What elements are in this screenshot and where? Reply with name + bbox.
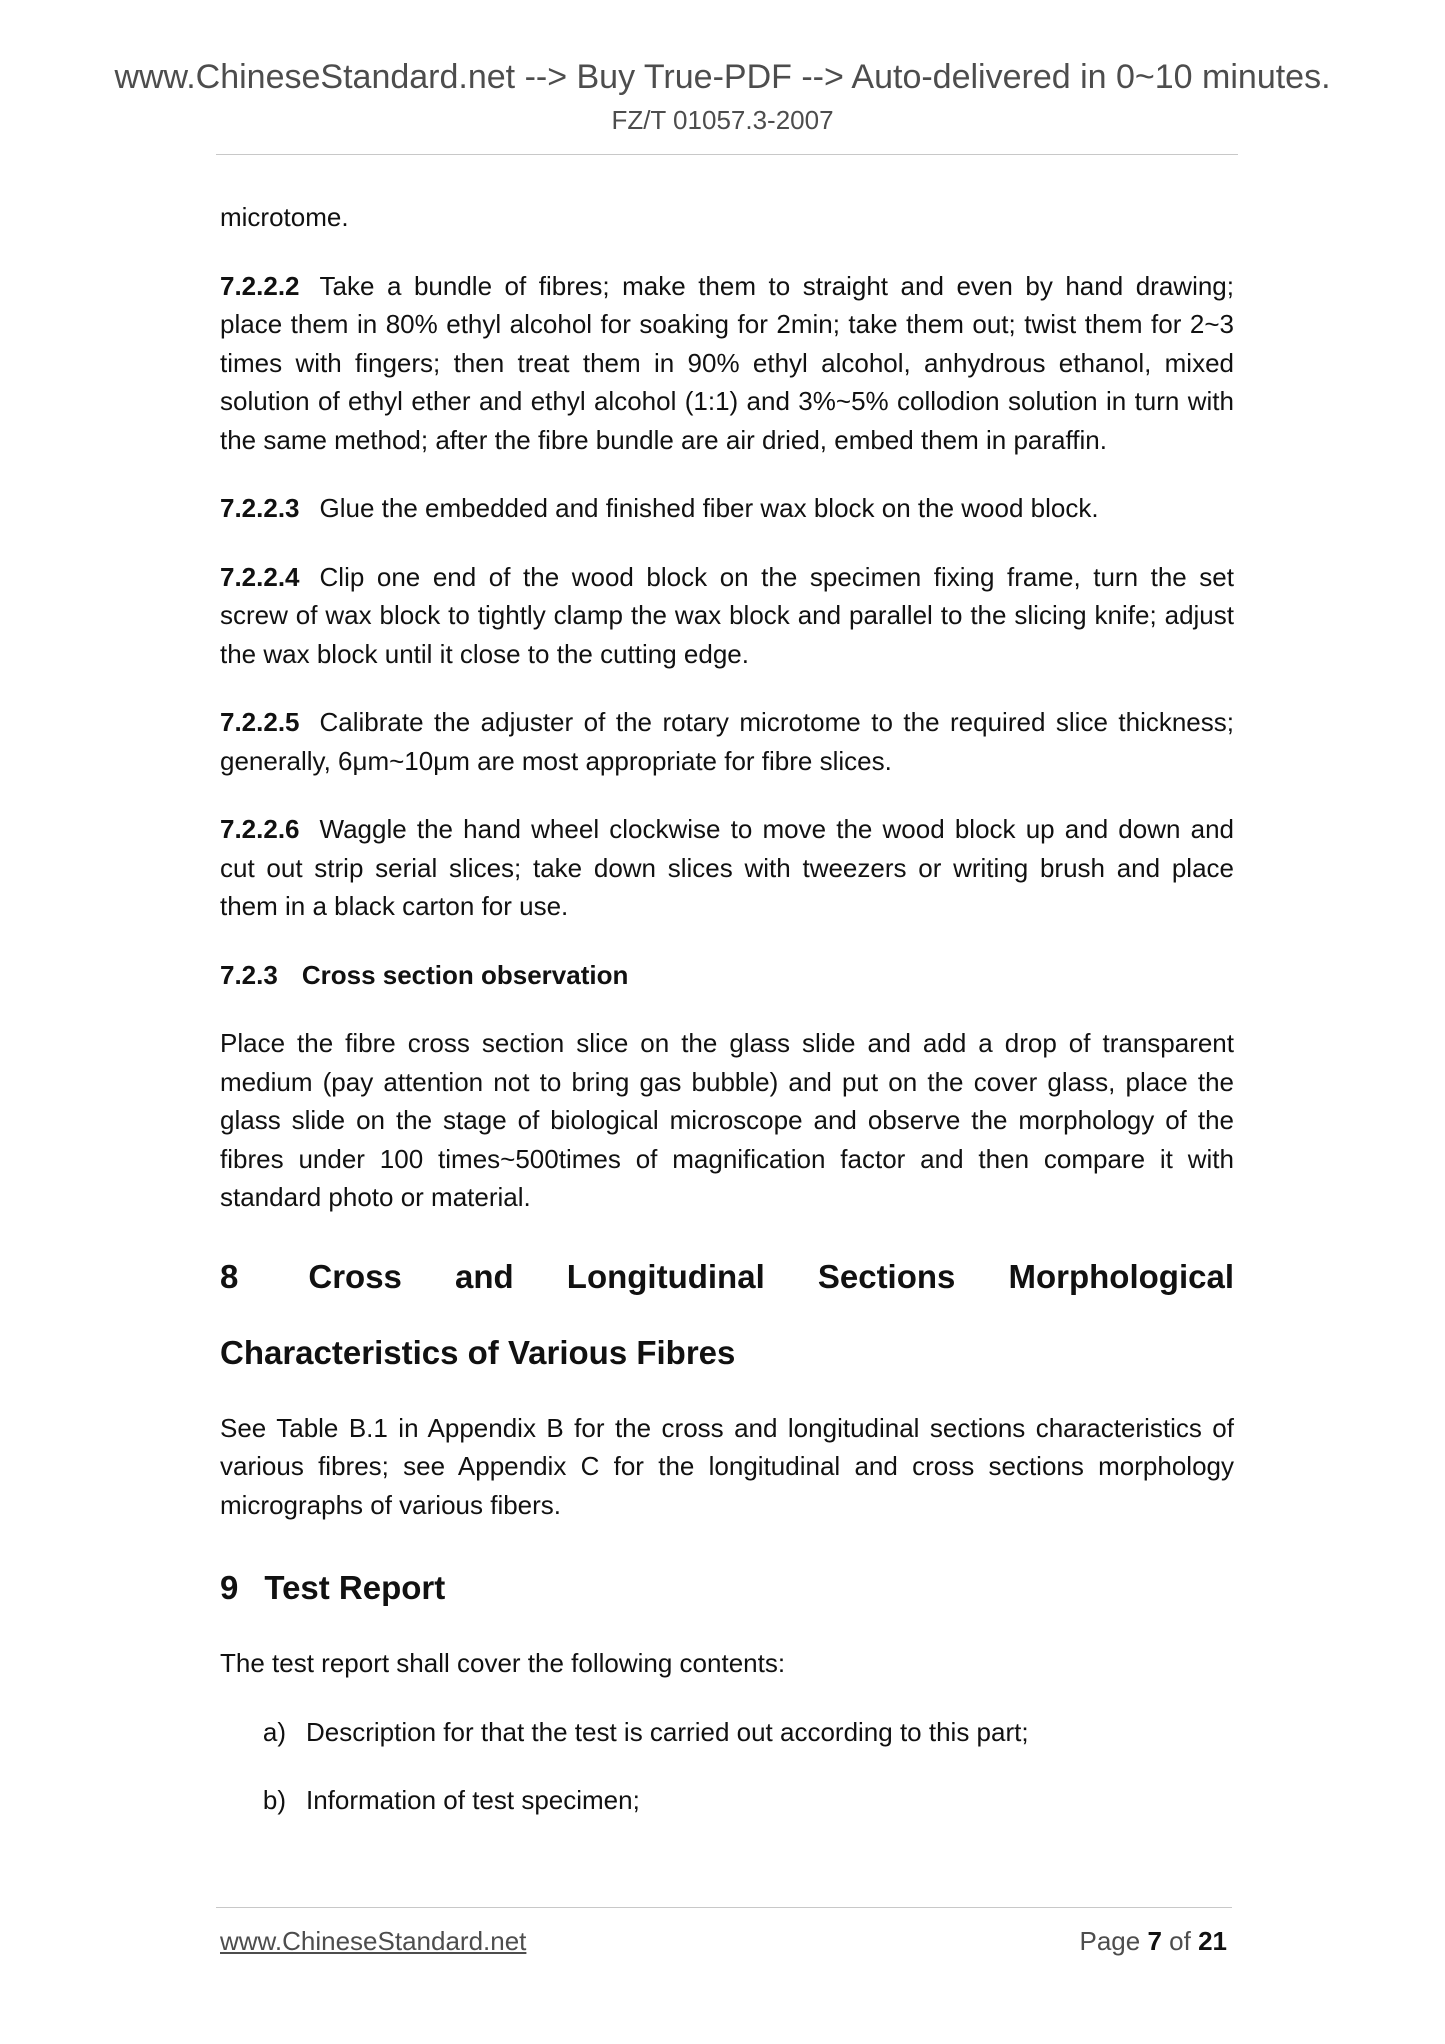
section-9-intro: The test report shall cover the following contents: xyxy=(220,1648,786,1678)
clause-7-2-2-4 xyxy=(220,558,1234,674)
clause-7-2-2-3 xyxy=(220,489,1234,528)
section-8-title-line2: Characteristics of Various Fibres xyxy=(220,1333,736,1371)
list-item xyxy=(220,1713,1234,1752)
subsection-paragraph: Place the fibre cross section slice on the glass slide and add a drop of transparent medium (pay attention not to bring gas bubble) and put on the cover glass, place the glass slide on the stage of biological microscope and observe the morphology of the fibres under 100 times~500times of magnification factor and then compare it with standard photo or material. xyxy=(220,1028,1234,1212)
footer-divider xyxy=(216,1907,1232,1908)
section-number: 8 xyxy=(220,1257,239,1295)
header-banner: www.ChineseStandard.net --> Buy True-PDF --> Auto-delivered in 0~10 minutes. xyxy=(114,58,1331,96)
subsection-number: 7.2.3 xyxy=(220,959,278,990)
clause-text: Waggle the hand wheel clockwise to move the wood block up and down and cut out strip serial slices; take down slices with tweezers or writing brush and place them in a black carton for use. xyxy=(220,814,1234,921)
clause-text: Calibrate the adjuster of the rotary microtome to the required slice thickness; generally, 6μm~10μm are most appropriate for fibre slices. xyxy=(220,707,1234,776)
current-page: 7 xyxy=(1147,1926,1162,1956)
subsection-heading xyxy=(220,956,1234,995)
clause-7-2-2-5 xyxy=(220,703,1234,780)
list-text: Description for that the test is carried out according to this part; xyxy=(306,1716,1029,1747)
clause-text: Clip one end of the wood block on the specimen fixing frame, turn the set screw of wax block to tightly clamp the wax block and parallel to the slicing knife; adjust the wax block until it close to the cutting edge. xyxy=(220,561,1234,669)
section-8-title-line1: 8 Cross and Longitudinal Sections Morphological xyxy=(220,1257,1234,1295)
clause-text: Glue the embedded and finished fiber wax block on the wood block. xyxy=(319,493,1099,523)
list-label: b) xyxy=(262,1785,286,1815)
list-item xyxy=(220,1781,1234,1820)
clause-text: Take a bundle of fibres; make them to straight and even by hand drawing; place them in 80% ethyl alcohol for soaking for 2min; take them out; twist them for 2~3 times with fingers; then treat them in 90% ethyl alcohol, anhydrous ethanol, mixed solution of ethyl ether and ethyl alcohol (1:1) and 3%~5% collodion solution in turn with the same method; after the fibre bundle are air dried, embed them in paraffin. xyxy=(220,270,1234,455)
clause-number: 7.2.2.5 xyxy=(220,707,300,737)
section-number: 9 xyxy=(220,1569,239,1606)
continuation-text: microtome. xyxy=(220,202,349,232)
document-body xyxy=(220,198,1234,1820)
section-9-title: Test Report xyxy=(264,1569,446,1606)
header-divider xyxy=(216,154,1238,155)
clause-7-2-2-6 xyxy=(220,810,1234,926)
page-number: Page 7 of 21 xyxy=(1079,1926,1227,1956)
section-9-heading xyxy=(220,1566,1234,1610)
clause-number: 7.2.2.6 xyxy=(220,814,300,844)
section-8-paragraph: See Table B.1 in Appendix B for the cross and longitudinal sections characteristics of various fibres; see Appendix C for the longitudinal and cross sections morphology micrographs of various fibers. xyxy=(220,1412,1234,1520)
subsection-title: Cross section observation xyxy=(301,959,629,990)
standard-code: FZ/T 01057.3-2007 xyxy=(611,105,834,135)
clause-7-2-2-2 xyxy=(220,267,1234,460)
list-label: a) xyxy=(262,1716,286,1747)
clause-number: 7.2.2.2 xyxy=(220,270,300,301)
clause-number: 7.2.2.4 xyxy=(220,561,300,592)
clause-number: 7.2.2.3 xyxy=(220,493,300,523)
section-8-heading xyxy=(220,1239,1234,1391)
list-text: Information of test specimen; xyxy=(306,1785,640,1815)
footer-site-link[interactable]: www.ChineseStandard.net xyxy=(220,1926,527,1956)
total-pages: 21 xyxy=(1198,1926,1227,1956)
